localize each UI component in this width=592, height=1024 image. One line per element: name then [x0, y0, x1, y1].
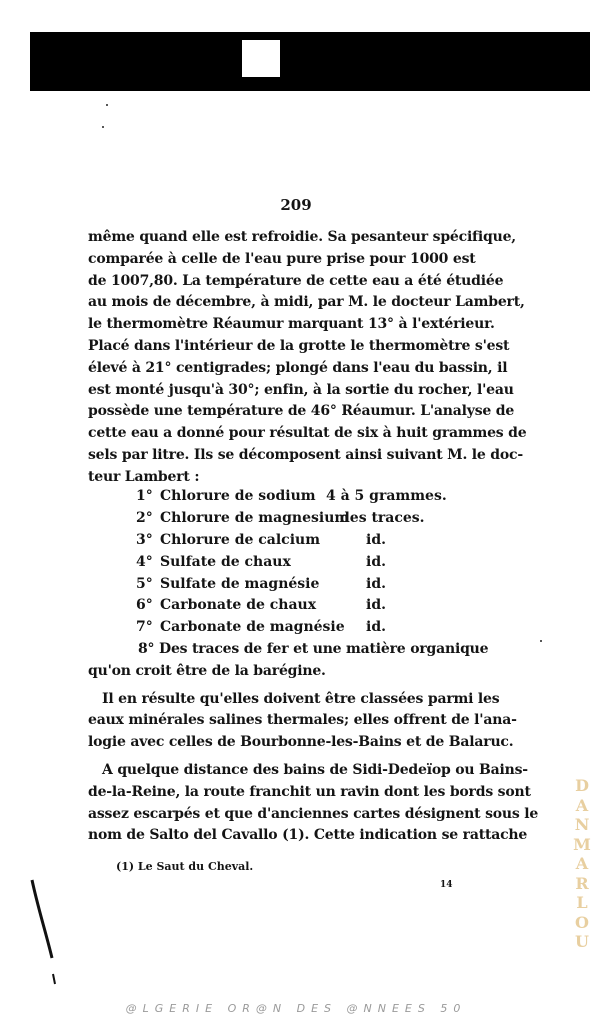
text-line: de 1007,80. La température de cette eau a été étudiée	[88, 272, 504, 289]
item-quantity: 4 à 5 grammes.	[326, 488, 447, 504]
text-line: cette eau a donné pour résultat de six à huit grammes de	[88, 425, 527, 442]
item-quantity: id.	[366, 575, 386, 592]
text-line: Placé dans l'intérieur de la grotte le thermomètre s'est	[88, 337, 510, 354]
text-continuation	[88, 639, 539, 847]
watermark-letter: A	[575, 795, 589, 815]
item-quantity: des traces.	[340, 509, 425, 526]
text-line: nom de Salto del Cavallo (1). Cette indication se rattache	[88, 827, 528, 844]
item-number: 7°	[136, 619, 153, 636]
signature-mark: 14	[440, 880, 453, 890]
item-name: Sulfate de chaux	[160, 553, 291, 570]
text-line: même quand elle est refroidie. Sa pesanteur spécifique,	[88, 229, 516, 245]
text-line: de-la-Reine, la route franchit un ravin dont les bords sont	[88, 783, 531, 800]
item-number: 5°	[136, 575, 153, 592]
paragraph-1	[88, 227, 527, 489]
item-name: Chlorure de calcium	[160, 531, 321, 548]
item-name: Chlorure de magnesium	[160, 509, 350, 526]
text-line: comparée à celle de l'eau pure prise pour 1000 est	[88, 250, 476, 267]
item-quantity: id.	[366, 597, 386, 614]
item-number: 4°	[136, 553, 153, 570]
text-line: élevé à 21° centigrades; plongé dans l'eau du bassin, il	[88, 359, 508, 376]
scan-speck	[102, 126, 104, 128]
item-name: Carbonate de magnésie	[160, 619, 345, 636]
text-line: A quelque distance des bains de Sidi-Dedeïop ou Bains-	[102, 761, 528, 778]
watermark-letter: U	[575, 932, 589, 951]
text-line: qu'on croit être de la barégine.	[88, 662, 326, 679]
text-line: sels par litre. Ils se décomposent ainsi suivant M. le doc-	[88, 446, 523, 463]
scan-speck	[540, 640, 542, 642]
margin-pen-stroke	[28, 878, 58, 988]
text-line: le thermomètre Réaumur marquant 13° à l'extérieur.	[88, 316, 495, 333]
item-number: 1°	[136, 488, 153, 504]
text-line: teur Lambert :	[88, 468, 200, 485]
item-name: Carbonate de chaux	[160, 597, 317, 614]
text-line: au mois de décembre, à midi, par M. le docteur Lambert,	[88, 294, 525, 311]
item-number: 6°	[136, 597, 153, 614]
watermark-letter: L	[576, 893, 588, 912]
item-quantity: id.	[366, 531, 386, 548]
watermark-letter: N	[574, 815, 590, 834]
watermark-letter: O	[575, 912, 589, 932]
page-number: 209	[280, 196, 312, 214]
text-line: possède une température de 46° Réaumur. L'analyse de	[88, 403, 515, 420]
list-item-8: 8° Des traces de fer et une matière organique	[138, 641, 489, 657]
text-line: logie avec celles de Bourbonne-les-Bains et de Balaruc.	[88, 734, 514, 751]
item-number: 2°	[136, 509, 153, 526]
watermark-letter: D	[575, 776, 589, 795]
item-number: 3°	[136, 531, 153, 548]
item-quantity: id.	[366, 619, 386, 636]
watermark-letter: R	[575, 873, 589, 893]
sidebar-watermark	[572, 776, 592, 952]
footnote: (1) Le Saut du Cheval.	[116, 860, 254, 873]
scan-black-band	[30, 32, 590, 91]
redaction-box	[242, 40, 280, 77]
text-line: assez escarpés et que d'anciennes cartes désignent sous le	[88, 805, 539, 822]
watermark-letter: M	[573, 834, 591, 854]
item-quantity: id.	[366, 553, 386, 570]
text-line: eaux minérales salines thermales; elles offrent de l'ana-	[88, 712, 517, 729]
text-line: Il en résulte qu'elles doivent être classées parmi les	[102, 690, 500, 707]
scan-speck	[106, 104, 108, 106]
watermark-letter: A	[575, 854, 589, 873]
text-line: est monté jusqu'à 30°; enfin, à la sortie du rocher, l'eau	[88, 381, 514, 398]
footer-watermark: @LGERIE OR@N DES @NNEES 50	[125, 1002, 467, 1015]
item-name: Chlorure de sodium	[160, 488, 316, 504]
item-name: Sulfate de magnésie	[160, 575, 320, 592]
